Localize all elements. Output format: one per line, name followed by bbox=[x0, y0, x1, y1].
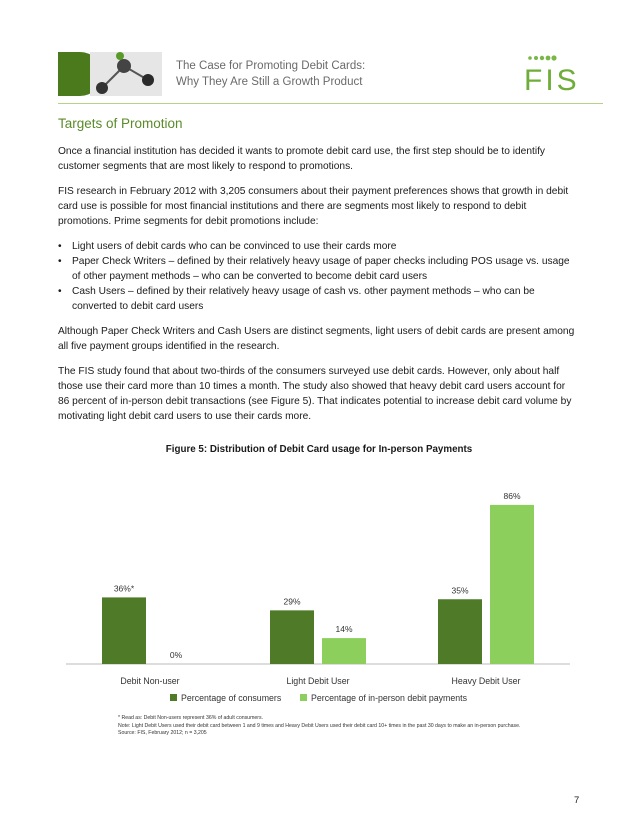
document-title-line-1: The Case for Promoting Debit Cards: bbox=[176, 60, 366, 72]
bullet-item: • Light users of debit cards who can be convinced to use their cards more bbox=[58, 239, 578, 254]
note-source: Source: FIS, February 2012; n = 3,205 bbox=[118, 730, 207, 736]
header-logo-graphic bbox=[58, 50, 164, 98]
data-label: 86% bbox=[503, 490, 521, 501]
category-label: Light Debit User bbox=[286, 676, 350, 686]
legend-label: Percentage of in-person debit payments bbox=[311, 693, 467, 703]
document-title-line-2: Why They Are Still a Growth Product bbox=[176, 76, 363, 88]
data-label: 29% bbox=[283, 596, 301, 607]
data-label: 0% bbox=[169, 650, 183, 660]
category-label: Heavy Debit User bbox=[451, 676, 521, 686]
paragraph-2: FIS research in February 2012 with 3,205 consumers about their payment preferences shows that growth in debit card use is possible for most financial institutions and there are segments most likely to respond to debit promotions. Prime segments for debit promotions include: bbox=[58, 186, 569, 227]
document-title bbox=[176, 58, 365, 90]
chart-title: Figure 5: Distribution of Debit Card usage for In-person Payments bbox=[165, 444, 473, 455]
bar-consumers bbox=[102, 597, 146, 664]
paragraph-1: Once a financial institution has decided it wants to promote debit card use, the first step should be to identify customer segments that are most likely to respond to promotions. bbox=[58, 146, 546, 172]
body-text bbox=[58, 144, 578, 434]
note-definitions: Note: Light Debit Users used their debit card between 1 and 9 times and Heavy Debit Users used their debit card 10+ times in the past 30 days to make an in-person purchase. bbox=[118, 722, 521, 729]
legend-swatch bbox=[170, 694, 177, 701]
legend-swatch bbox=[300, 694, 307, 701]
data-label: 14% bbox=[335, 624, 353, 635]
bar-chart bbox=[58, 458, 578, 713]
paragraph-3: Although Paper Check Writers and Cash Users are distinct segments, light users of debit cards are present among all five payment groups identified in the research. bbox=[58, 326, 575, 352]
legend-label: Percentage of consumers bbox=[181, 693, 282, 703]
category-label: Debit Non-user bbox=[120, 676, 180, 686]
fis-logo-text: FIS bbox=[524, 64, 580, 94]
data-label: 35% bbox=[451, 585, 469, 596]
section-title: Targets of Promotion bbox=[58, 116, 183, 131]
chart-notes bbox=[118, 715, 558, 738]
bullet-item: • Cash Users – defined by their relatively heavy usage of cash vs. other payment methods – who can be converted to debit card users bbox=[58, 284, 578, 314]
bar-consumers bbox=[438, 599, 482, 664]
paragraph-4: The FIS study found that about two-thirds of the consumers surveyed use debit cards. However, only about half those use their card more than 10 times a month. The study also showed that heavy debit card users account for 86 percent of in-person debit transactions (see Figure 5). That indicates potential to increase debit card volume by motivating light debit card users to use their cards more. bbox=[58, 366, 572, 422]
bar-payments bbox=[490, 505, 534, 664]
note-read-as: * Read as: Debit Non-users represent 36% of adult consumers. bbox=[118, 715, 264, 721]
bullet-list bbox=[58, 239, 578, 314]
data-label: 36%* bbox=[113, 583, 135, 594]
page-number: 7 bbox=[574, 795, 580, 806]
bar-consumers bbox=[270, 610, 314, 664]
fis-logo bbox=[520, 54, 602, 94]
bar-payments bbox=[322, 638, 366, 664]
bullet-item: • Paper Check Writers – defined by their relatively heavy usage of paper checks including POS usage vs. usage of other payment methods – who can be converted to become debit card users bbox=[58, 254, 578, 284]
header-divider bbox=[58, 103, 603, 104]
